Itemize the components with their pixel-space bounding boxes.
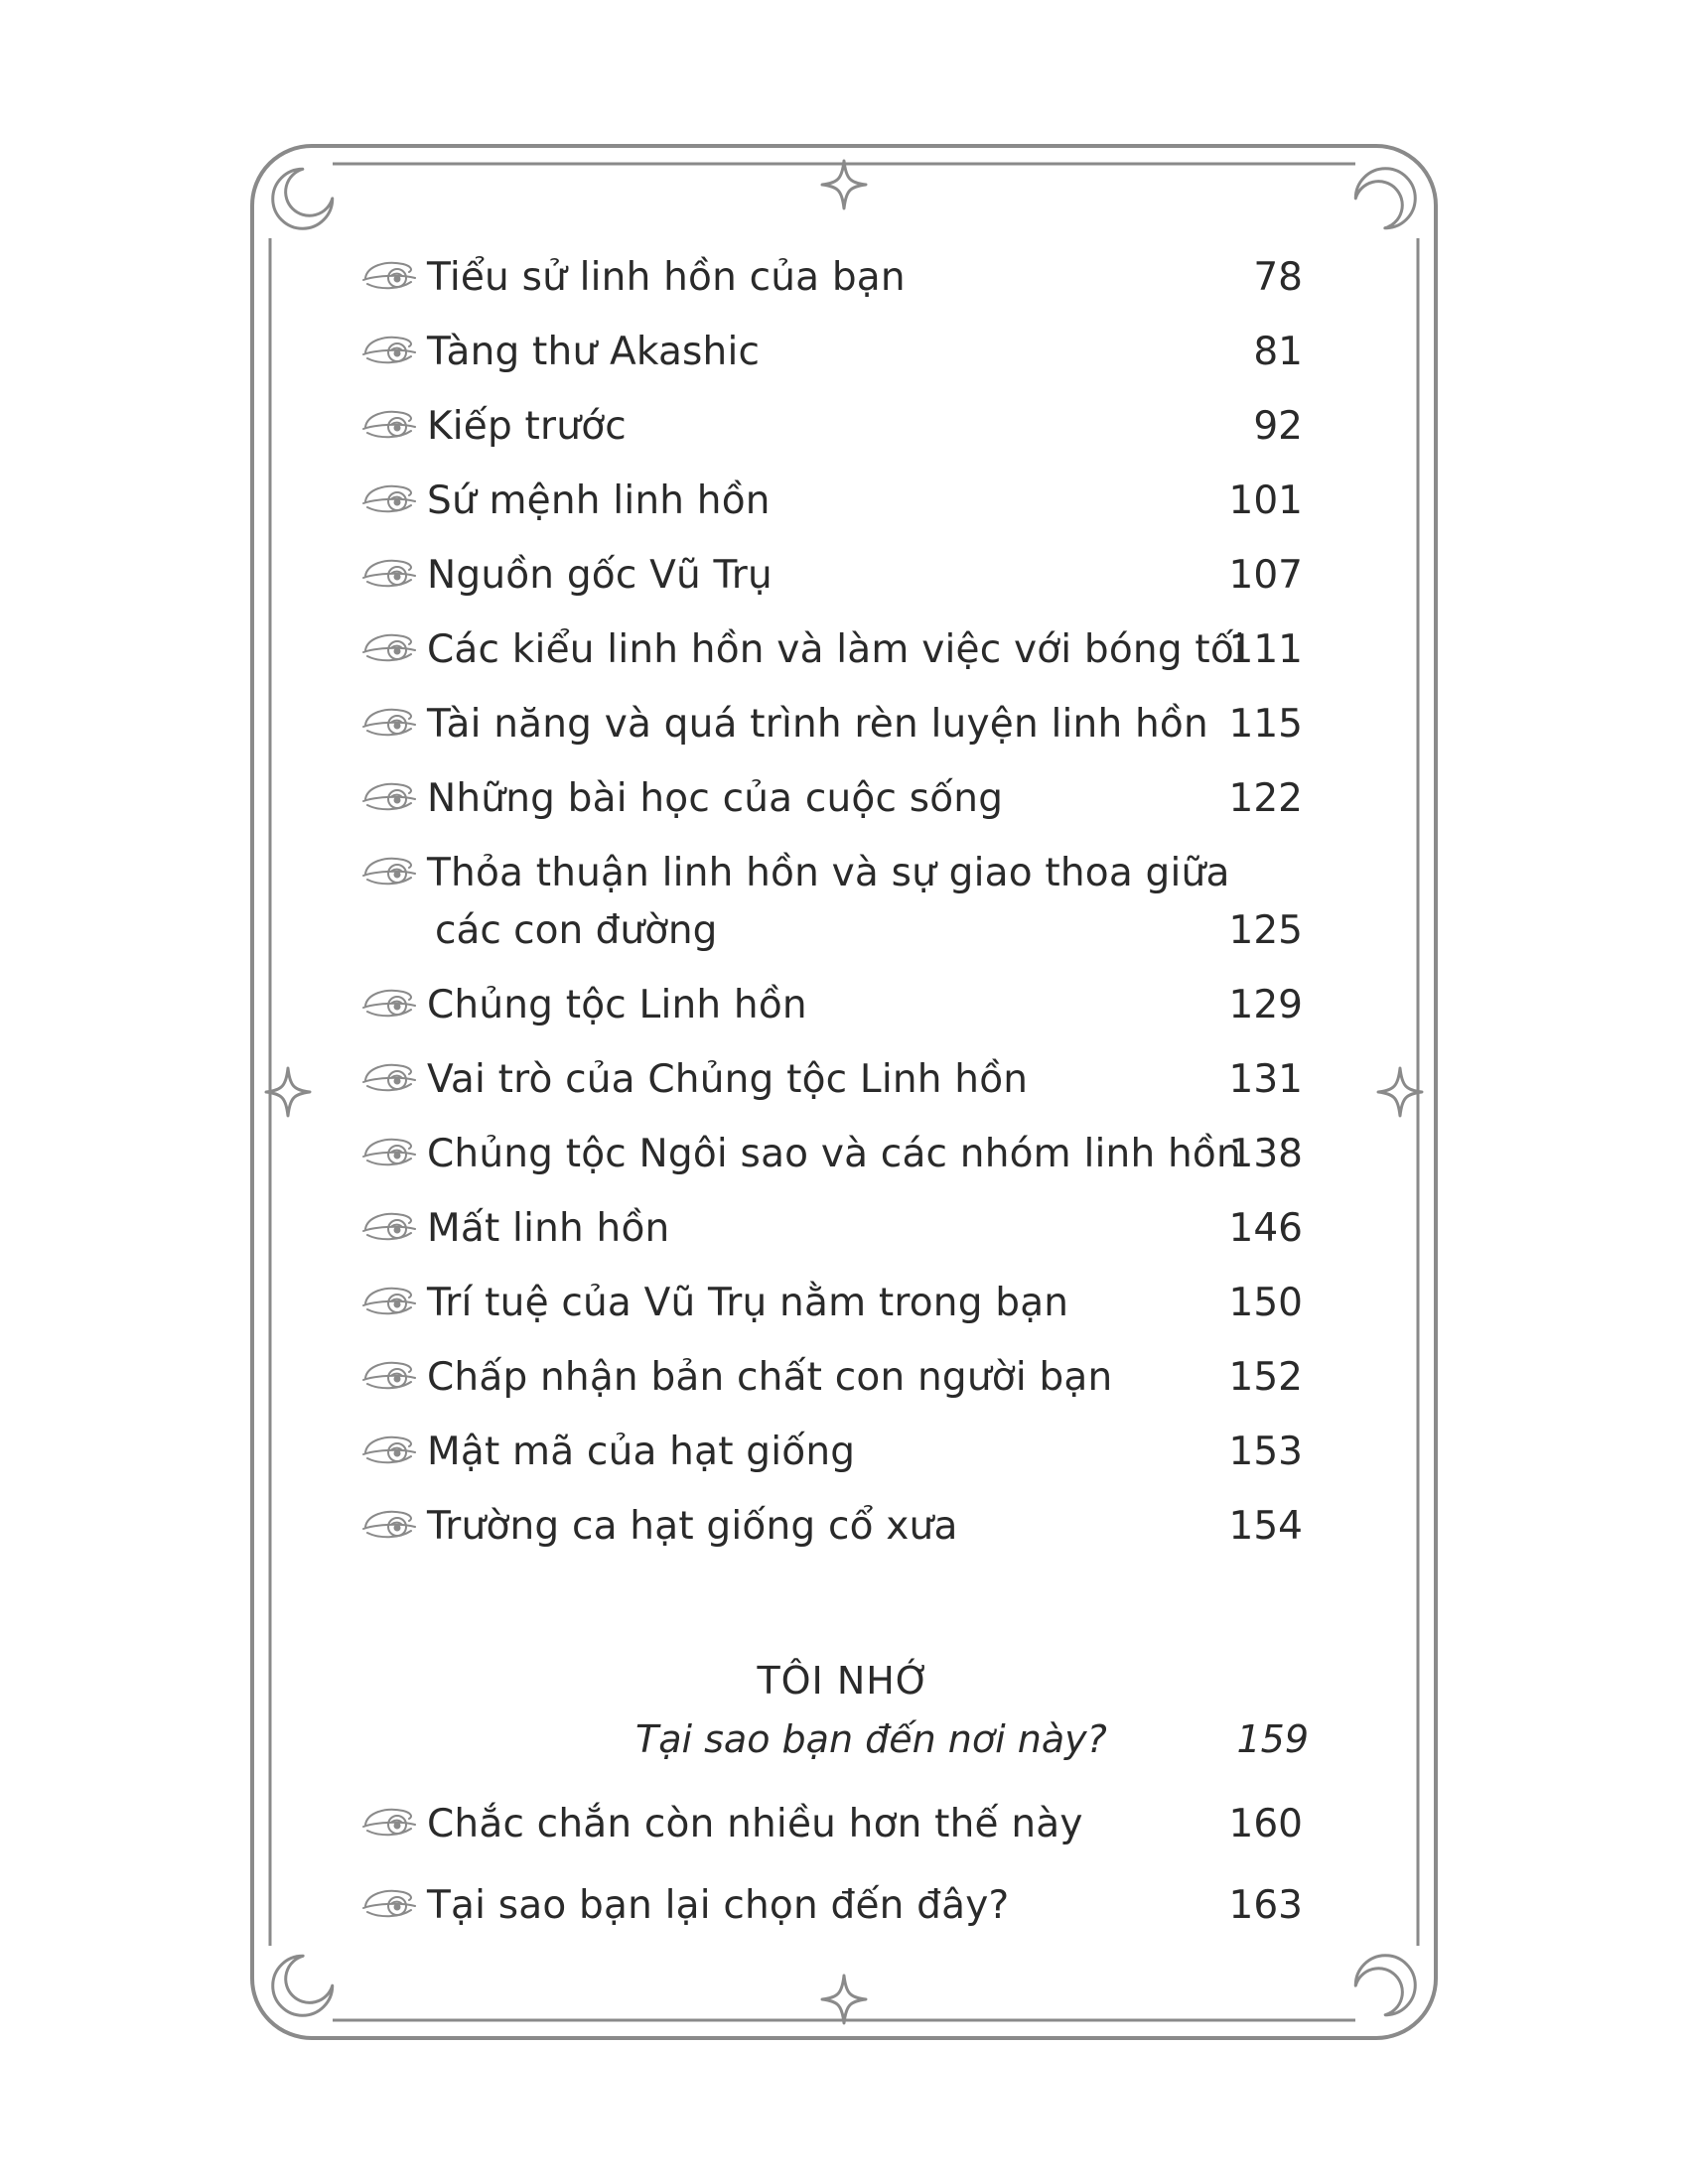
entry-title: Trí tuệ của Vũ Trụ nằm trong bạn [427, 1281, 1069, 1325]
planet-swirl-icon [359, 1207, 419, 1247]
planet-swirl-icon [359, 777, 419, 817]
toc-entry[interactable] [359, 1876, 1303, 1936]
entry-page-number: 163 [1228, 1883, 1303, 1928]
planet-swirl-icon [359, 554, 419, 594]
entry-title-continued: các con đường [435, 908, 718, 953]
planet-swirl-icon [359, 256, 419, 296]
entry-page-number: 131 [1228, 1057, 1303, 1102]
toc-entry[interactable] [359, 1125, 1303, 1184]
toc-entry[interactable] [359, 397, 1303, 457]
planet-swirl-icon [359, 984, 419, 1024]
planet-swirl-icon [359, 703, 419, 743]
toc-entry[interactable] [359, 976, 1303, 1035]
toc-entry[interactable] [359, 620, 1303, 680]
entry-title: Sứ mệnh linh hồn [427, 478, 771, 523]
toc-entry[interactable] [359, 1274, 1303, 1333]
section-subtitle-entry[interactable] [556, 1709, 1309, 1769]
entry-page-number: 154 [1228, 1504, 1303, 1549]
entry-page-number: 92 [1253, 404, 1303, 449]
toc-entry[interactable] [359, 1795, 1303, 1854]
planet-swirl-icon [359, 1803, 419, 1843]
entry-title: Chủng tộc Linh hồn [427, 983, 807, 1027]
toc-entry[interactable] [359, 472, 1303, 531]
entry-page-number: 129 [1228, 983, 1303, 1027]
entry-page-number: 107 [1228, 553, 1303, 598]
entry-title: Tại sao bạn lại chọn đến đây? [427, 1883, 1010, 1928]
section-heading: TÔI NHỚ [757, 1659, 931, 1703]
section-subtitle: Tại sao bạn đến nơi này? [635, 1717, 1107, 1761]
entry-page-number: 150 [1228, 1281, 1303, 1325]
planet-swirl-icon [359, 1356, 419, 1396]
planet-swirl-icon [359, 405, 419, 445]
toc-entry[interactable] [359, 844, 1303, 963]
planet-swirl-icon [359, 479, 419, 519]
planet-swirl-icon [359, 1884, 419, 1924]
entry-title: Tiểu sử linh hồn của bạn [427, 255, 906, 300]
entry-title: Tài năng và quá trình rèn luyện linh hồn [427, 702, 1208, 747]
toc-entry[interactable] [359, 1348, 1303, 1408]
entry-page-number: 152 [1228, 1355, 1303, 1400]
entry-page-number: 160 [1228, 1802, 1303, 1846]
entry-page-number: 101 [1228, 478, 1303, 523]
entry-title: Chấp nhận bản chất con người bạn [427, 1355, 1113, 1400]
planet-swirl-icon [359, 628, 419, 668]
planet-swirl-icon [359, 852, 419, 891]
entry-page-number: 138 [1228, 1132, 1303, 1176]
entry-title: Mất linh hồn [427, 1206, 670, 1251]
entry-page-number: 146 [1228, 1206, 1303, 1251]
entry-page-number: 122 [1228, 776, 1303, 821]
entry-title: Vai trò của Chủng tộc Linh hồn [427, 1057, 1029, 1102]
entry-title: Những bài học của cuộc sống [427, 776, 1004, 821]
entry-title: Kiếp trước [427, 404, 627, 449]
toc-entry[interactable] [359, 323, 1303, 382]
entry-title: Chủng tộc Ngôi sao và các nhóm linh hồn [427, 1132, 1241, 1176]
planet-swirl-icon [359, 1431, 419, 1470]
entry-title: Mật mã của hạt giống [427, 1430, 856, 1474]
entry-title: Các kiểu linh hồn và làm việc với bóng tối [427, 627, 1245, 672]
planet-swirl-icon [359, 1505, 419, 1545]
toc-entry[interactable] [359, 695, 1303, 754]
section-subtitle-page: 159 [1236, 1717, 1309, 1761]
entry-title: Chắc chắn còn nhiều hơn thế này [427, 1802, 1083, 1846]
entry-title: Tàng thư Akashic [427, 330, 761, 374]
toc-entry[interactable] [359, 769, 1303, 829]
toc-entry[interactable] [359, 546, 1303, 606]
entry-page-number: 153 [1228, 1430, 1303, 1474]
entry-page-number: 125 [1228, 908, 1303, 953]
entry-page-number: 111 [1228, 627, 1303, 672]
toc-entry[interactable] [359, 1199, 1303, 1259]
toc-entry[interactable] [359, 1497, 1303, 1557]
planet-swirl-icon [359, 1282, 419, 1321]
toc-entry[interactable] [359, 1423, 1303, 1482]
planet-swirl-icon [359, 331, 419, 370]
planet-swirl-icon [359, 1058, 419, 1098]
toc-entry[interactable] [359, 1050, 1303, 1110]
entry-page-number: 81 [1253, 330, 1303, 374]
entry-title: Trường ca hạt giống cổ xưa [427, 1504, 958, 1549]
planet-swirl-icon [359, 1133, 419, 1172]
entry-title: Thỏa thuận linh hồn và sự giao thoa giữa [427, 851, 1230, 895]
entry-page-number: 115 [1228, 702, 1303, 747]
entry-title: Nguồn gốc Vũ Trụ [427, 553, 773, 598]
toc-entry[interactable] [359, 248, 1303, 308]
entry-page-number: 78 [1253, 255, 1303, 300]
